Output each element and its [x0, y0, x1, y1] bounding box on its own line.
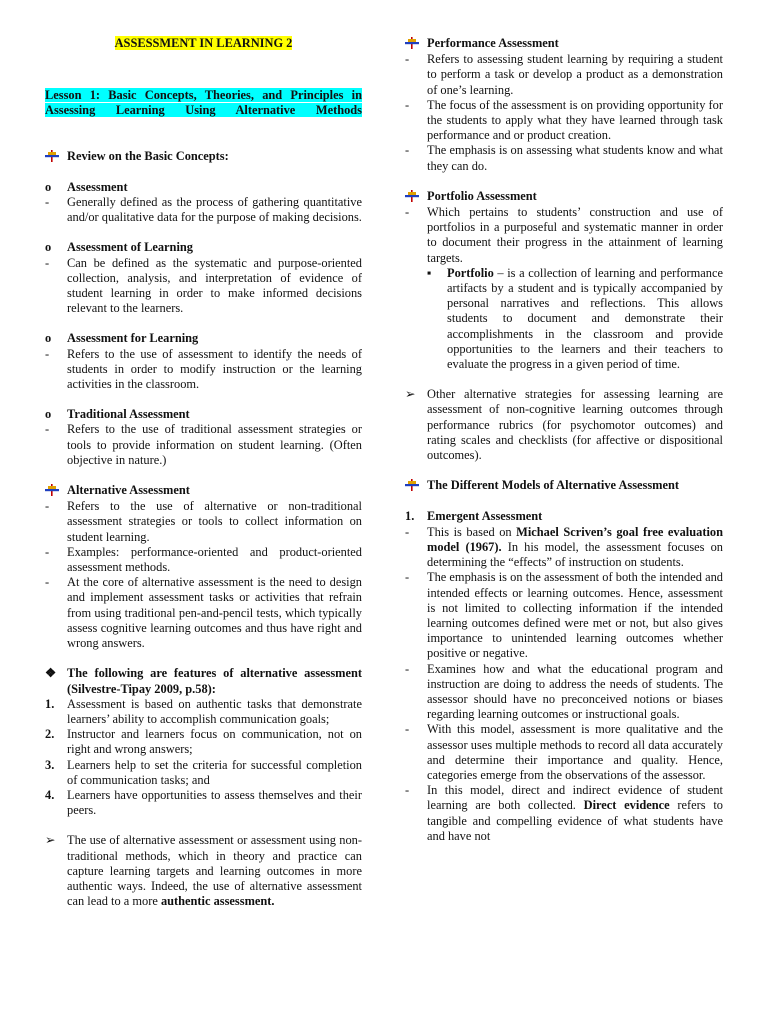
portfolio-definition: Which pertains to students’ construction and use of portfolios in a purposeful and systematic manner in order to document their progress in the attainment of learning targets. — [427, 205, 723, 265]
title-text: ASSESSMENT IN LEARNING 2 — [114, 36, 293, 50]
dash-bullet: - — [405, 661, 410, 676]
dash-bullet: - — [45, 255, 50, 270]
review-heading-text: Review on the Basic Concepts: — [67, 148, 229, 163]
dash-bullet: - — [405, 97, 410, 112]
concept-term: Traditional Assessment — [67, 407, 190, 422]
features-section — [45, 666, 362, 818]
dash-bullet: - — [405, 783, 410, 798]
dash-bullet: - — [45, 575, 50, 590]
features-heading: The following are features of alternative assessment (Silvestre-Tipay 2009, p.58): — [67, 666, 362, 696]
concept-item — [45, 240, 362, 316]
alternative-definition: At the core of alternative assessment is the need to design and implement assessment tasks or activities that refrain from using traditional pen-and-pencil tests, which typically assess cognitive learning outcomes and thus have right and wrong answers. — [67, 575, 362, 651]
feature-text: Instructor and learners focus on communication, not on right and wrong answers; — [67, 727, 362, 757]
flag-bullet-icon — [405, 37, 419, 49]
circle-bullet: o — [45, 179, 52, 194]
concept-definition: Refers to the use of traditional assessment strategies or tools to provide information on student learning. (Often objective in nature.) — [67, 422, 362, 467]
concept-item — [45, 180, 362, 226]
dash-bullet: - — [45, 195, 50, 210]
performance-definition: The focus of the assessment is on providing opportunity for the students to apply what they have learned through task performance and or product creation. — [427, 97, 723, 143]
emergent-number: 1. — [405, 509, 415, 524]
lesson-text: Lesson 1: Basic Concepts, Theories, and Principles in Assessing Learning Using Alternative Methods — [45, 88, 362, 118]
dash-bullet: - — [405, 205, 410, 220]
closing-paragraph — [45, 833, 362, 909]
dash-bullet: - — [45, 422, 50, 437]
portfolio-heading — [405, 189, 723, 205]
flag-bullet-icon — [45, 484, 59, 496]
flag-bullet-icon — [405, 190, 419, 202]
alternative-definition: Examples: performance-oriented and product-oriented assessment methods. — [67, 544, 362, 575]
performance-section — [405, 36, 723, 174]
emergent-text: In this model, direct and indirect evidence of student learning are both collected. — [427, 783, 723, 813]
review-heading — [45, 149, 362, 165]
emergent-text: In his model, the assessment focuses on determining the “effects” of instruction on students. — [427, 539, 723, 570]
performance-heading — [405, 36, 723, 52]
feature-number: 2. — [45, 727, 55, 742]
circle-bullet: o — [45, 407, 52, 422]
alternative-assessment-section — [45, 483, 362, 651]
flag-bullet-icon — [45, 150, 59, 162]
emergent-text: refers to tangible and compelling evidence of what students have and have not — [427, 798, 723, 843]
circle-bullet: o — [45, 331, 52, 346]
alternative-heading — [45, 483, 362, 499]
feature-number: 3. — [45, 757, 55, 772]
closing-text: The use of alternative assessment or assessment using non-traditional methods, which in theory and practice can capture learning targets and learning outcomes in more authentic ways. Indeed, the use of alternative assessment can lead to a more — [67, 833, 362, 909]
models-heading-text: The Different Models of Alternative Assessment — [427, 478, 680, 493]
concept-item — [45, 331, 362, 392]
arrow-bullet-icon: ➢ — [405, 387, 416, 402]
lesson-heading — [45, 88, 362, 118]
performance-definition: Refers to assessing student learning by requiring a student to perform a task or develop a product as a demonstration of one’s learning. — [427, 52, 723, 97]
feature-text: Learners help to set the criteria for successful completion of communication tasks; and — [67, 757, 362, 787]
concept-term: Assessment for Learning — [67, 331, 199, 346]
portfolio-heading-text: Portfolio Assessment — [427, 188, 537, 203]
document-title — [45, 36, 362, 51]
dash-bullet: - — [405, 143, 410, 158]
feature-number: 1. — [45, 696, 55, 711]
emergent-text: Examines how and what the educational program and instruction are doing to address the needs of students. The assessor should have no preconceived notions or biases regarding learning outcomes or instructional goals. — [427, 661, 723, 722]
circle-bullet: o — [45, 240, 52, 255]
emergent-heading: Emergent Assessment — [427, 509, 543, 524]
flag-bullet-icon — [405, 479, 419, 491]
feature-number: 4. — [45, 787, 55, 802]
performance-definition: The emphasis is on assessing what students know and what they can do. — [427, 143, 723, 173]
feature-text: Assessment is based on authentic tasks that demonstrate learners’ ability to accomplish communication goals; — [67, 696, 362, 726]
emergent-bold: Michael Scriven’s goal free evaluation model (1967). — [427, 524, 723, 554]
alternative-definition: Refers to the use of alternative or non-traditional assessment strategies or tools to collect information on student learning. — [67, 499, 362, 544]
closing-bold: authentic assessment. — [160, 894, 275, 909]
dash-bullet: - — [45, 499, 50, 514]
alternative-heading-text: Alternative Assessment — [67, 483, 190, 498]
dash-bullet: - — [405, 722, 410, 737]
concept-term: Assessment of Learning — [67, 240, 193, 255]
other-strategies — [405, 387, 723, 463]
dash-bullet: - — [405, 570, 410, 585]
emergent-text: The emphasis is on the assessment of both the intended and intended effects or learning outcomes. Hence, assessment is not limited to collecting information if the intended learning outcomes defined were met or not, but also gives importance to unintended learning outcomes whether positive or negative. — [427, 570, 723, 661]
emergent-bold: Direct evidence — [583, 798, 670, 813]
emergent-text: With this model, assessment is more qualitative and the assessor uses multiple methods to record all data accurately and determine their importance and quality. Hence, categories emerge from the observations of the assessor. — [427, 722, 723, 782]
models-heading — [405, 478, 723, 494]
dash-bullet: - — [405, 52, 410, 67]
portfolio-term: Portfolio — [447, 265, 494, 280]
portfolio-section — [405, 189, 723, 372]
dash-bullet: - — [45, 346, 50, 361]
emergent-section — [405, 509, 723, 843]
emergent-text: This is based on — [427, 524, 517, 539]
concept-item — [45, 407, 362, 468]
square-bullet-icon: ▪ — [427, 265, 432, 280]
portfolio-term-text: – is a collection of learning and performance artifacts by a student and is typically accompanied by personal narratives and reflections. This allows students to document and demonstrate their accomplishments in the classroom and provide opportunities to the learners and their teachers to evaluate the progress in a given period of time. — [447, 265, 723, 372]
other-strategies-text: Other alternative strategies for assessing learning are assessment of non-cognitive learning outcomes through performance rubrics (for psychomotor outcomes) and rating scales and checklists (for affective or dispositional outcomes). — [427, 387, 723, 463]
performance-heading-text: Performance Assessment — [427, 36, 559, 50]
concept-term: Assessment — [67, 179, 128, 194]
concept-definition: Refers to the use of assessment to identify the needs of students in order to modify instruction or the learning activities in the classroom. — [67, 346, 362, 392]
diamond-bullet-icon: ❖ — [45, 666, 57, 681]
left-column — [45, 36, 362, 909]
right-column — [405, 36, 723, 844]
feature-text: Learners have opportunities to assess themselves and their peers. — [67, 787, 362, 818]
concept-definition: Can be defined as the systematic and purpose-oriented collection, analysis, and interpretation of evidence of student learning in order to make informed decisions relevant to the learners. — [67, 255, 362, 316]
arrow-bullet-icon: ➢ — [45, 833, 56, 848]
concept-definition: Generally defined as the process of gathering quantitative and/or qualitative data for the purpose of making decisions. — [67, 195, 362, 225]
dash-bullet: - — [45, 544, 50, 559]
dash-bullet: - — [405, 524, 410, 539]
